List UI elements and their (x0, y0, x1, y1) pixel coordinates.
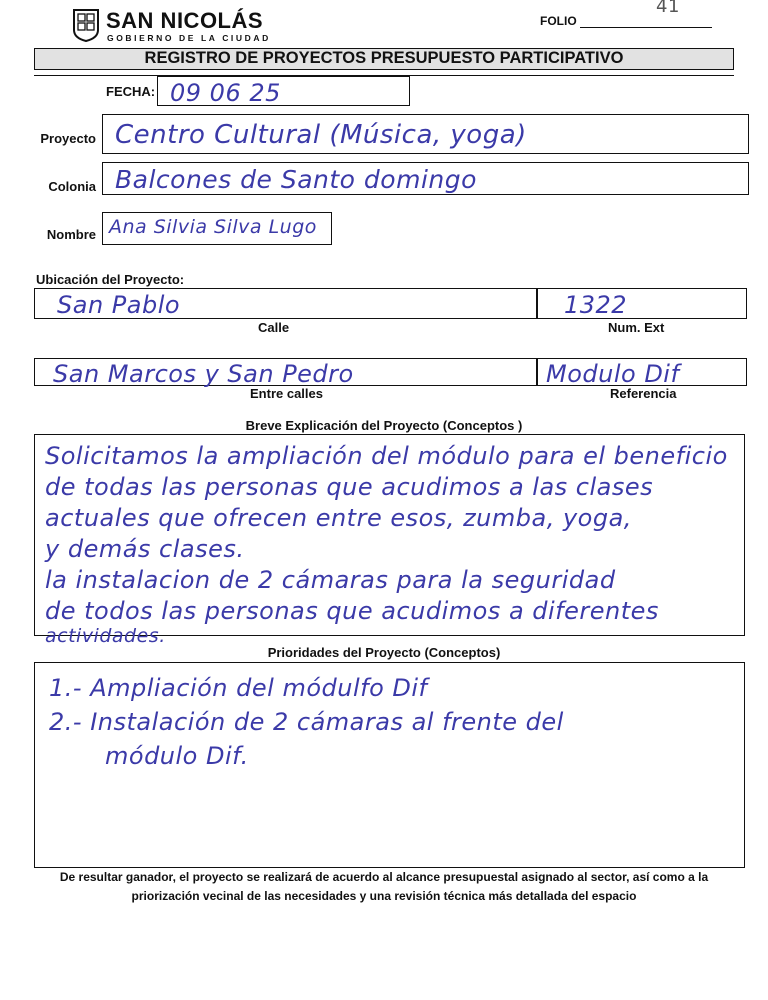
prioridad-line: módulo Dif. (105, 742, 249, 770)
explicacion-line: de todos las personas que acudimos a diferentes (45, 597, 659, 625)
fecha-field[interactable] (157, 76, 410, 106)
referencia-label: Referencia (610, 386, 677, 401)
colonia-field[interactable] (102, 162, 749, 195)
entre-calles-value: San Marcos y San Pedro (53, 360, 354, 388)
num-ext-field[interactable] (537, 288, 747, 319)
folio-field[interactable] (580, 27, 712, 28)
entre-calles-field[interactable] (34, 358, 537, 386)
ubicacion-heading: Ubicación del Proyecto: (36, 272, 185, 287)
proyecto-label: Proyecto (40, 131, 96, 146)
explicacion-field[interactable] (34, 434, 745, 647)
nombre-label: Nombre (46, 227, 96, 242)
explicacion-line: de todas las personas que acudimos a las clases (45, 473, 654, 501)
proyecto-field[interactable] (102, 114, 749, 154)
prioridades-heading: Prioridades del Proyecto (Conceptos) (267, 645, 501, 660)
folio-value: 41 (656, 0, 680, 17)
num-ext-value: 1322 (564, 291, 628, 319)
prioridad-line: 2.- Instalación de 2 cámaras al frente del (49, 708, 564, 736)
calle-label: Calle (258, 320, 290, 335)
fecha-value: 09 06 25 (170, 79, 281, 107)
explicacion-line: Solicitamos la ampliación del módulo para el beneficio (45, 442, 728, 470)
referencia-field[interactable] (537, 358, 747, 386)
calle-field[interactable] (34, 288, 537, 319)
explicacion-line: la instalacion de 2 cámaras para la seguridad (45, 566, 616, 594)
brand-name: SAN NICOLÁS (106, 8, 264, 33)
fecha-label: FECHA: (106, 84, 156, 99)
explicacion-line: actuales que ofrecen entre esos, zumba, yoga, (45, 504, 632, 532)
colonia-value: Balcones de Santo domingo (115, 165, 477, 194)
folio-label: FOLIO (540, 14, 577, 28)
prioridad-line: 1.- Ampliación del módulfo Dif (49, 674, 428, 702)
city-shield-icon (72, 8, 100, 42)
nombre-value: Ana Silvia Silva Lugo (109, 216, 317, 238)
proyecto-value: Centro Cultural (Música, yoga) (115, 120, 527, 150)
footer-notice: De resultar ganador, el proyecto se realizará de acuerdo al alcance presupuestal asignado al sector, así como a la priorización vecinal de las necesidades y una revisión técnica más detallada del espacio (59, 870, 709, 903)
form-title: REGISTRO DE PROYECTOS PRESUPUESTO PARTICIPATIVO (34, 48, 734, 70)
explicacion-line: actividades. (45, 625, 166, 647)
brand-subtitle: GOBIERNO DE LA CIUDAD (107, 33, 271, 43)
nombre-field[interactable] (102, 212, 332, 245)
entre-calles-label: Entre calles (250, 386, 323, 401)
colonia-label: Colonia (48, 179, 96, 194)
num-ext-label: Num. Ext (608, 320, 665, 335)
prioridades-field[interactable] (34, 662, 745, 868)
explicacion-line: y demás clases. (45, 535, 245, 563)
calle-value: San Pablo (57, 291, 181, 319)
explicacion-heading: Breve Explicación del Proyecto (Conceptos ) (245, 418, 523, 433)
referencia-value: Modulo Dif (546, 360, 680, 388)
